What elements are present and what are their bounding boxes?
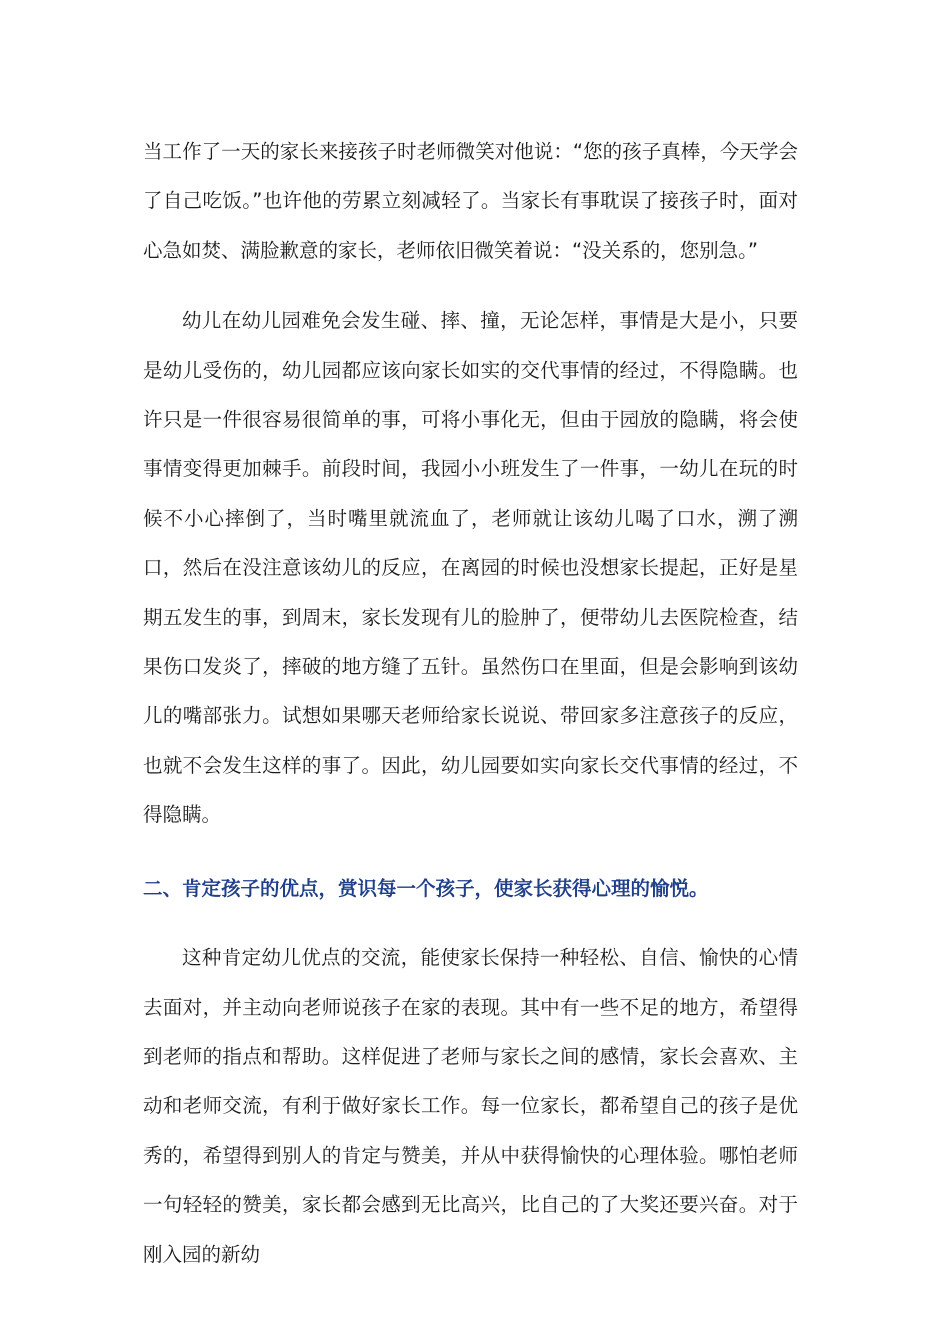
section-heading: 二、肯定孩子的优点，赏识每一个孩子，使家长获得心理的愉悦。	[143, 876, 709, 900]
paragraph-greeting: 当工作了一天的家长来接孩子时老师微笑对他说：“您的孩子真棒，今天学会了自己吃饭。”也许他的劳累立刻减轻了。当家长有事耽误了接孩子时，面对心急如焚、满脸歉意的家长，老师依旧微笑着说：“没关系的，您别急。”	[143, 140, 798, 262]
document-page	[143, 127, 798, 1279]
paragraph-praise: 这种肯定幼儿优点的交流，能使家长保持一种轻松、自信、愉快的心情去面对，并主动向老师说孩子在家的表现。其中有一些不足的地方，希望得到老师的指点和帮助。这样促进了老师与家长之间的感情，家长会喜欢、主动和老师交流，有利于做好家长工作。每一位家长，都希望自己的孩子是优秀的，希望得到别人的肯定与赞美，并从中获得愉快的心理体验。哪怕老师一句轻轻的赞美，家长都会感到无比高兴，比自己的了大奖还要兴奋。对于刚入园的新幼	[143, 946, 798, 1266]
paragraph-injury: 幼儿在幼儿园难免会发生碰、摔、撞，无论怎样，事情是大是小，只要是幼儿受伤的，幼儿园都应该向家长如实的交代事情的经过，不得隐瞒。也许只是一件很容易很简单的事，可将小事化无，但由于园放的隐瞒，将会使事情变得更加棘手。前段时间，我园小小班发生了一件事，一幼儿在玩的时候不小心摔倒了，当时嘴里就流血了，老师就让该幼儿喝了口水，溯了溯口，然后在没注意该幼儿的反应，在离园的时候也没想家长提起，正好是星期五发生的事，到周末，家长发现有儿的脸肿了，便带幼儿去医院检查，结果伤口发炎了，摔破的地方缝了五针。虽然伤口在里面，但是会影响到该幼儿的嘴部张力。试想如果哪天老师给家长说说、带回家多注意孩子的反应，也就不会发生这样的事了。因此，幼儿园要如实向家长交代事情的经过，不得隐瞒。	[143, 309, 798, 827]
